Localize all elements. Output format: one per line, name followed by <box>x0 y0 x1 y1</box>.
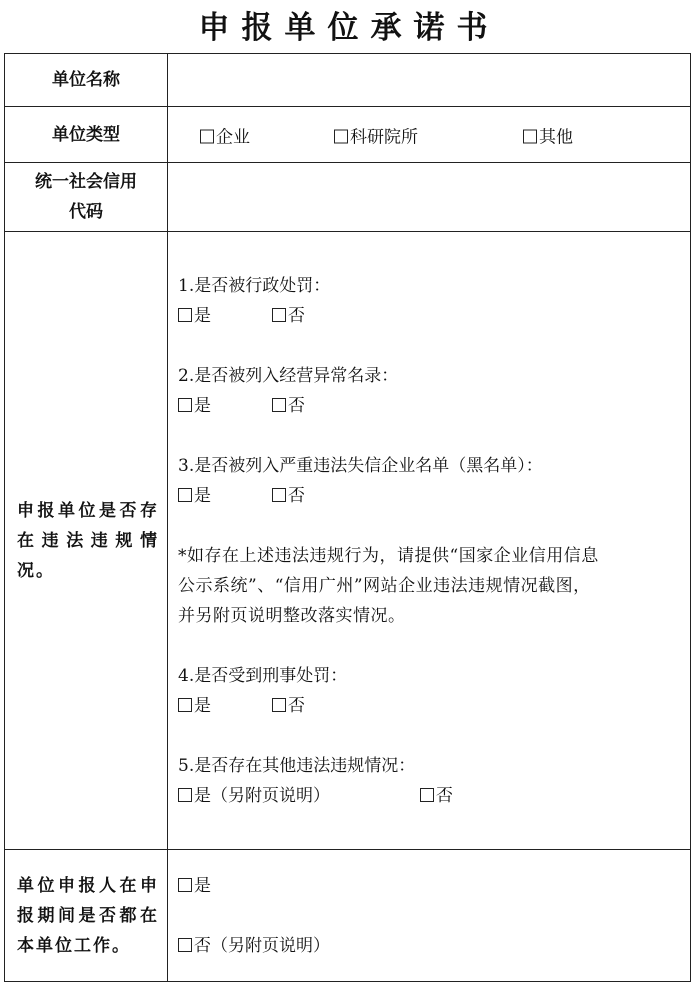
credit-code-label: 统一社会信用 代码 <box>5 163 168 232</box>
answer-3-yes[interactable]: 是 <box>178 481 272 511</box>
unit-type-options <box>168 107 691 163</box>
checkbox-icon[interactable] <box>178 938 192 952</box>
violations-content <box>168 232 691 850</box>
applicant-yes[interactable]: 是 <box>178 871 690 901</box>
checkbox-icon[interactable] <box>178 488 192 502</box>
answer-5-no[interactable]: 否 <box>420 781 453 811</box>
applicant-content <box>168 850 691 982</box>
note-line-1: *如存在上述违法违规行为，请提供“国家企业信用信息 <box>178 545 599 566</box>
unit-type-label: 单位类型 <box>5 107 168 163</box>
row-unit-name <box>5 54 691 107</box>
checkbox-icon[interactable] <box>420 788 434 802</box>
checkbox-icon[interactable] <box>523 129 537 143</box>
unit-name-field[interactable] <box>168 54 691 107</box>
answer-4 <box>178 691 690 721</box>
applicant-no[interactable]: 否（另附页说明） <box>178 931 690 961</box>
type-option-other[interactable]: 其他 <box>523 122 573 147</box>
type-option-enterprise[interactable]: 企业 <box>200 122 250 147</box>
row-unit-type <box>5 107 691 163</box>
checkbox-icon[interactable] <box>334 129 348 143</box>
commitment-form <box>4 53 691 982</box>
page-title: 申报单位承诺书 <box>198 10 500 46</box>
checkbox-icon[interactable] <box>272 488 286 502</box>
checkbox-icon[interactable] <box>178 698 192 712</box>
row-credit-code <box>5 163 691 232</box>
question-5: 5.是否存在其他违法违规情况： <box>178 755 416 776</box>
question-3: 3.是否被列入严重违法失信企业名单（黑名单）： <box>178 455 543 476</box>
checkbox-icon[interactable] <box>178 398 192 412</box>
question-4: 4.是否受到刑事处罚： <box>178 665 348 686</box>
checkbox-icon[interactable] <box>178 308 192 322</box>
checkbox-icon[interactable] <box>178 878 192 892</box>
note-line-2: 公示系统”、“信用广州”网站企业违法违规情况截图， <box>178 575 591 596</box>
checkbox-icon[interactable] <box>200 129 214 143</box>
checkbox-icon[interactable] <box>178 788 192 802</box>
answer-1 <box>178 301 690 331</box>
credit-code-field[interactable] <box>168 163 691 232</box>
unit-name-label: 单位名称 <box>5 54 168 107</box>
checkbox-icon[interactable] <box>272 308 286 322</box>
answer-5-yes[interactable]: 是（另附页说明） <box>178 781 420 811</box>
checkbox-icon[interactable] <box>272 698 286 712</box>
violations-label: 申报单位是否存在违法违规情况。 <box>5 232 168 850</box>
answer-5 <box>178 781 690 811</box>
question-2: 2.是否被列入经营异常名录： <box>178 365 399 386</box>
answer-4-no[interactable]: 否 <box>272 691 305 721</box>
row-violations <box>5 232 691 850</box>
applicant-label: 单位申报人在申报期间是否都在本单位工作。 <box>5 850 168 982</box>
row-applicant <box>5 850 691 982</box>
answer-1-yes[interactable]: 是 <box>178 301 272 331</box>
answer-3 <box>178 481 690 511</box>
answer-2-no[interactable]: 否 <box>272 391 305 421</box>
answer-2 <box>178 391 690 421</box>
answer-4-yes[interactable]: 是 <box>178 691 272 721</box>
note-line-3: 并另附页说明整改落实情况。 <box>178 605 406 626</box>
answer-1-no[interactable]: 否 <box>272 301 305 331</box>
answer-2-yes[interactable]: 是 <box>178 391 272 421</box>
question-1: 1.是否被行政处罚： <box>178 275 331 296</box>
checkbox-icon[interactable] <box>272 398 286 412</box>
type-option-research[interactable]: 科研院所 <box>334 122 418 147</box>
answer-3-no[interactable]: 否 <box>272 481 305 511</box>
